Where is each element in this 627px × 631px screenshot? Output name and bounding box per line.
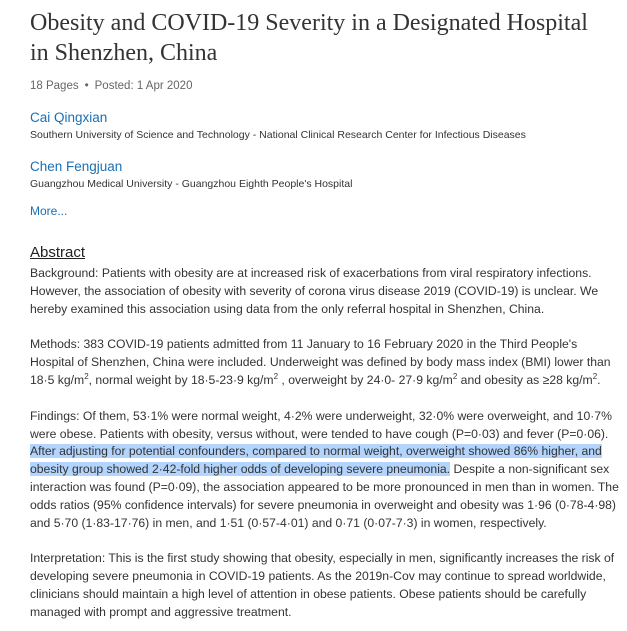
author-entry bbox=[30, 159, 607, 190]
superscript: 2 bbox=[84, 371, 89, 381]
author-entry bbox=[30, 110, 607, 141]
separator-dot: • bbox=[84, 80, 89, 92]
abstract-heading: Abstract bbox=[30, 244, 86, 261]
author-link[interactable]: Chen Fengjuan bbox=[30, 159, 123, 174]
methods-text: . bbox=[597, 372, 601, 387]
selected-text-highlight: After adjusting for potential confounders, compared to normal weight, overweight showed 86% higher, and obesity group showed 2·42-fold higher odds of developing severe pneumonia. bbox=[30, 444, 602, 477]
abstract-findings bbox=[30, 408, 620, 533]
superscript: 2 bbox=[273, 371, 279, 381]
abstract-interpretation: Interpretation: This is the first study showing that obesity, especially in men, significantly increases the risk of developing severe pneumonia in COVID-19 patients. As the 2019n-Cov may continue to spread worldwide, clinicians should maintain a high level of attention in obese patients. Obese patients should be carefully managed with prompt and aggressive treatment. bbox=[30, 551, 615, 619]
page-count: 18 Pages bbox=[30, 80, 79, 92]
methods-text: Methods: 383 COVID-19 patients admitted from 11 January to 16 February 2020 in the Third People's Hospital of Shenzhen, China were included. Underweight was defined by body mass index (BMI) lower than 18·5 kg/m bbox=[30, 337, 611, 387]
findings-text: Despite a non-significant sex interaction was found (P=0·09), the association appeared to be more pronounced in men than in women. The odds ratios (95% confidence intervals) for severe pneumonia in overweight and obesity was 1·96 (0·78-4·98) and 5·70 (1·83-17·76) in men, and 1·51 (0·57-4·01) and 0·71 (0·07-7·3) in women, respectively. bbox=[30, 462, 619, 530]
author-affiliation: Guangzhou Medical University - Guangzhou Eighth People's Hospital bbox=[30, 178, 353, 190]
abstract-methods bbox=[30, 336, 620, 389]
methods-text: , overweight by 24·0- 27·9 kg/m bbox=[278, 372, 453, 387]
superscript: 2 bbox=[592, 371, 598, 381]
findings-text: Findings: Of them, 53·1% were normal weight, 4·2% were underweight, 32·0% were overweight, and 10·7% were obese. Patients with obesity, versus without, were tended to have cough (P=0·03) and fever (P=0·06). bbox=[30, 408, 612, 441]
posted-date: Posted: 1 Apr 2020 bbox=[94, 80, 193, 92]
methods-text: , normal weight by 18·5-23·9 kg/m bbox=[88, 372, 274, 387]
paper-title: Obesity and COVID-19 Severity in a Designated Hospital in Shenzhen, China bbox=[30, 10, 588, 66]
paper-meta bbox=[30, 80, 607, 92]
author-link[interactable]: Cai Qingxian bbox=[30, 110, 108, 125]
methods-text: and obesity as ≥28 kg/m bbox=[457, 372, 593, 387]
author-affiliation: Southern University of Science and Technology - National Clinical Research Center for Infectious Diseases bbox=[30, 129, 526, 141]
superscript: 2 bbox=[452, 371, 458, 381]
more-authors-link[interactable]: More... bbox=[30, 204, 68, 218]
abstract-background: Background: Patients with obesity are at increased risk of exacerbations from viral respiratory infections. However, the association of obesity with severity of corona virus disease 2019 (COVID-19) is unclear. We hereby examined this association using data from the only referral hospital in Shenzhen, China. bbox=[30, 266, 599, 316]
